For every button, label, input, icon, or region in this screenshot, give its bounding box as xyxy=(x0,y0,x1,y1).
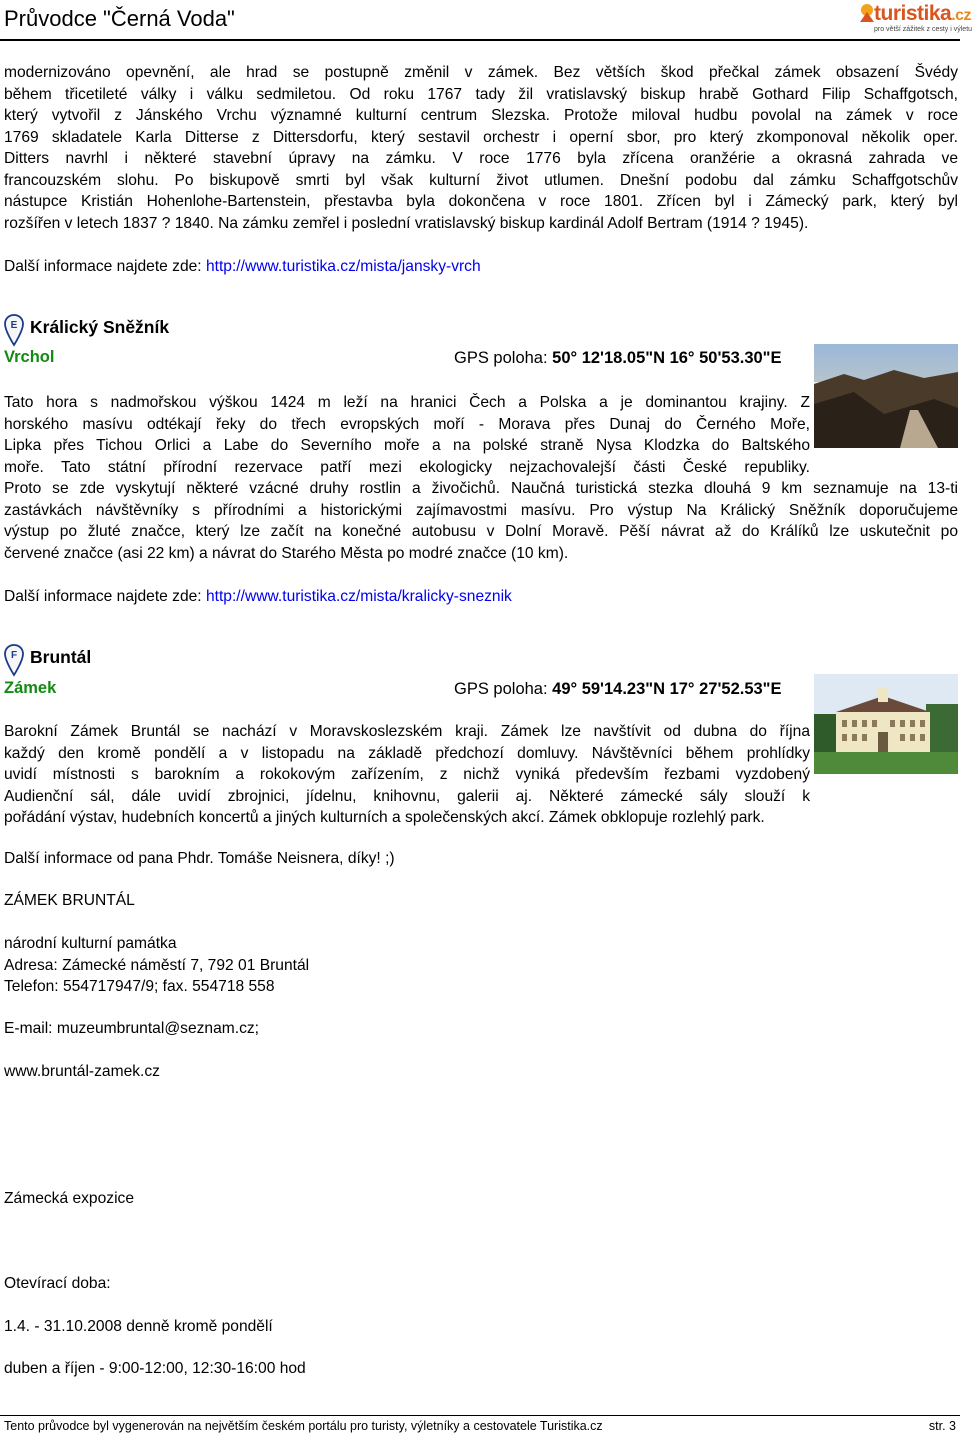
gps-position xyxy=(454,349,782,368)
turistika-logo[interactable] xyxy=(858,2,972,36)
map-pin-e-icon xyxy=(4,314,24,346)
opening-hours-label: Otevírací doba: xyxy=(4,1275,111,1292)
more-info-label: Další informace najdete zde: xyxy=(4,587,202,605)
opening-hours: duben a říjen - 9:00-12:00, 12:30-16:00 hod xyxy=(4,1360,306,1377)
page-number: str. 3 xyxy=(928,1419,956,1433)
phone-line: Telefon: 554717947/9; fax. 554718 558 xyxy=(4,978,275,995)
section-title: Králický Sněžník xyxy=(30,317,170,337)
gps-value: 50° 12'18.05"N 16° 50'53.30"E xyxy=(552,349,782,367)
monument-label: národní kulturní památka xyxy=(4,935,177,952)
footer-text: Tento průvodce byl vygenerován na největším českém portálu pro turisty, výletníky a cestovatele Turistika.cz xyxy=(4,1419,603,1433)
exposition-label: Zámecká expozice xyxy=(4,1190,135,1207)
castle-heading: ZÁMEK BRUNTÁL xyxy=(4,892,135,909)
more-info-link[interactable]: http://www.turistika.cz/mista/jansky-vrch xyxy=(205,257,481,275)
paragraph-line: Tato hora s nadmořskou výškou 1424 m leží na hranici Čech a Polska a je dominantou krajiny. Z xyxy=(4,394,810,411)
season-dates: 1.4. - 31.10.2008 denně kromě pondělí xyxy=(4,1318,273,1335)
gps-position xyxy=(454,680,782,699)
kralicky-sneznik-photo xyxy=(814,344,958,448)
guide-title: Průvodce "Černá Voda" xyxy=(4,6,235,31)
paragraph-line: rozšířen v letech 1837 ? 1840. Na zámku zemřel i poslední vratislavský biskup kardinál Adolf Bertram (1914 ? 1945). xyxy=(4,214,809,232)
paragraph-line: horského masívu odtékají řeky do třech evropských moří - Morava přes Dunaj do Černého Moře, xyxy=(4,415,810,433)
paragraph-line: nástupce Kristián Hohenlohe-Bartenstein, přestavba byla dokončena v roce 1801. Zřícen byl i Zámecký park, který byl xyxy=(4,193,958,210)
svg-text:E: E xyxy=(10,320,18,331)
gps-value: 49° 59'14.23"N 17° 27'52.53"E xyxy=(552,680,782,698)
svg-text:F: F xyxy=(10,650,18,661)
category-label: Zámek xyxy=(4,679,57,697)
more-info-link[interactable]: http://www.turistika.cz/mista/kralicky-sneznik xyxy=(205,587,512,605)
paragraph-line: zastávkách návštěvníky s přírodními a historickými zajímavostmi masívu. Pro výstup Na Králický Sněžník doporučujeme xyxy=(4,501,958,519)
thanks-note: Další informace od pana Phdr. Tomáše Neisnera, díky! ;) xyxy=(4,850,395,867)
footer-divider xyxy=(0,1415,960,1416)
more-info-line xyxy=(4,586,958,607)
section-heading-bruntal xyxy=(4,644,404,678)
website-line[interactable]: www.bruntál-zamek.cz xyxy=(4,1063,160,1080)
paragraph-line: který vytvořil z Jánského Vrchu významné kulturní centrum Slezska. Protože miloval hudbu povolal na zámek v roce xyxy=(4,107,958,124)
intro-text xyxy=(4,62,958,277)
bruntal-castle-photo xyxy=(814,674,958,774)
more-info-line xyxy=(4,256,958,277)
page-header xyxy=(0,0,972,38)
paragraph-line: moře. Tato státní přírodní rezervace patří mezi ekologicky nejzachovalejší části České republiky. xyxy=(4,458,810,476)
bruntal-text-full xyxy=(4,807,958,829)
paragraph-line: výstup po žluté značce, který lze začít na konečné autobusu v Dolní Moravě. Pěší návrat až do Králíků lze uskutečnit po xyxy=(4,523,958,540)
address-line: Adresa: Zámecké náměstí 7, 792 01 Bruntál xyxy=(4,957,310,974)
header-divider xyxy=(0,39,960,41)
section-title: Bruntál xyxy=(30,647,92,667)
paragraph-line: každý den kromě pondělí a v listopadu na základě předchozí domluvy. Návštěvníci během prohlídky xyxy=(4,744,810,762)
paragraph-line: Ditters navrhl i některé stavební úpravy na zámku. V roce 1776 byla zřícena oranžérie a okrasná zahrada ve xyxy=(4,150,958,167)
paragraph-line: pořádání výstav, hudebních koncertů a jiných kulturních a společenských akcí. Zámek obklopuje rozlehlý park. xyxy=(4,809,765,826)
paragraph-line: francouzském slohu. Po biskupově smrti byl však kulturní život utlumen. Dnešní podobu dal zámku Schaffgotschův xyxy=(4,171,958,189)
section-heading-kralicky-sneznik xyxy=(4,314,404,348)
paragraph-line: uvidí místnosti s barokním a rokokovým zařízením, z nichž vyniká především řezbami vyzdobený xyxy=(4,766,810,783)
gps-label: GPS poloha: xyxy=(454,680,548,698)
paragraph-line: během třicetileté války i válku sedmiletou. Od roku 1767 tady žil vratislavský biskup hrabě Gothard Filip Schaffgotsch, xyxy=(4,85,958,103)
bruntal-text-wrapped xyxy=(4,721,810,807)
more-info-label: Další informace najdete zde: xyxy=(4,257,202,275)
logo-wordmark: turistika.cz xyxy=(874,2,972,25)
paragraph-line: Lipka přes Tichou Orlici a Labe do Severního moře a na polské straně Nysa Klodzka do Baltského xyxy=(4,437,810,454)
paragraph-line: červené značce (asi 22 km) a návrat do Starého Města po modré značce (10 km). xyxy=(4,544,569,562)
email-line[interactable]: E-mail: muzeumbruntal@seznam.cz; xyxy=(4,1020,260,1037)
paragraph-line: 1769 skladatele Karla Ditterse z Dittersdorfu, který sestavil orchestr i operní sbor, pro který zkomponoval několik oper. xyxy=(4,128,958,146)
map-pin-f-icon xyxy=(4,644,24,676)
category-label: Vrchol xyxy=(4,348,55,366)
paragraph-line: Barokní Zámek Bruntál se nachází v Moravskoslezském kraji. Zámek lze navštívit od dubna do října xyxy=(4,723,810,740)
paragraph-line: Proto se zde vyskytují některé vzácné druhy rostlin a živočichů. Naučná turistická stezka dlouhá 9 km seznamuje na 13-ti xyxy=(4,480,958,497)
kralicky-sneznik-text-full xyxy=(4,478,958,607)
kralicky-sneznik-text-wrapped xyxy=(4,392,810,478)
paragraph-line: modernizováno opevnění, ale hrad se postupně změnil v zámek. Bez větších škod přečkal zámek obsazení Švédy xyxy=(4,64,958,81)
paragraph-line: Audienční sál, dále uvidí zbrojnici, jídelnu, knihovnu, galerii aj. Některé zámecké sály slouží k xyxy=(4,787,810,805)
logo-slogan: pro větší zážitek z cesty i výletu xyxy=(874,26,972,33)
gps-label: GPS poloha: xyxy=(454,349,548,367)
